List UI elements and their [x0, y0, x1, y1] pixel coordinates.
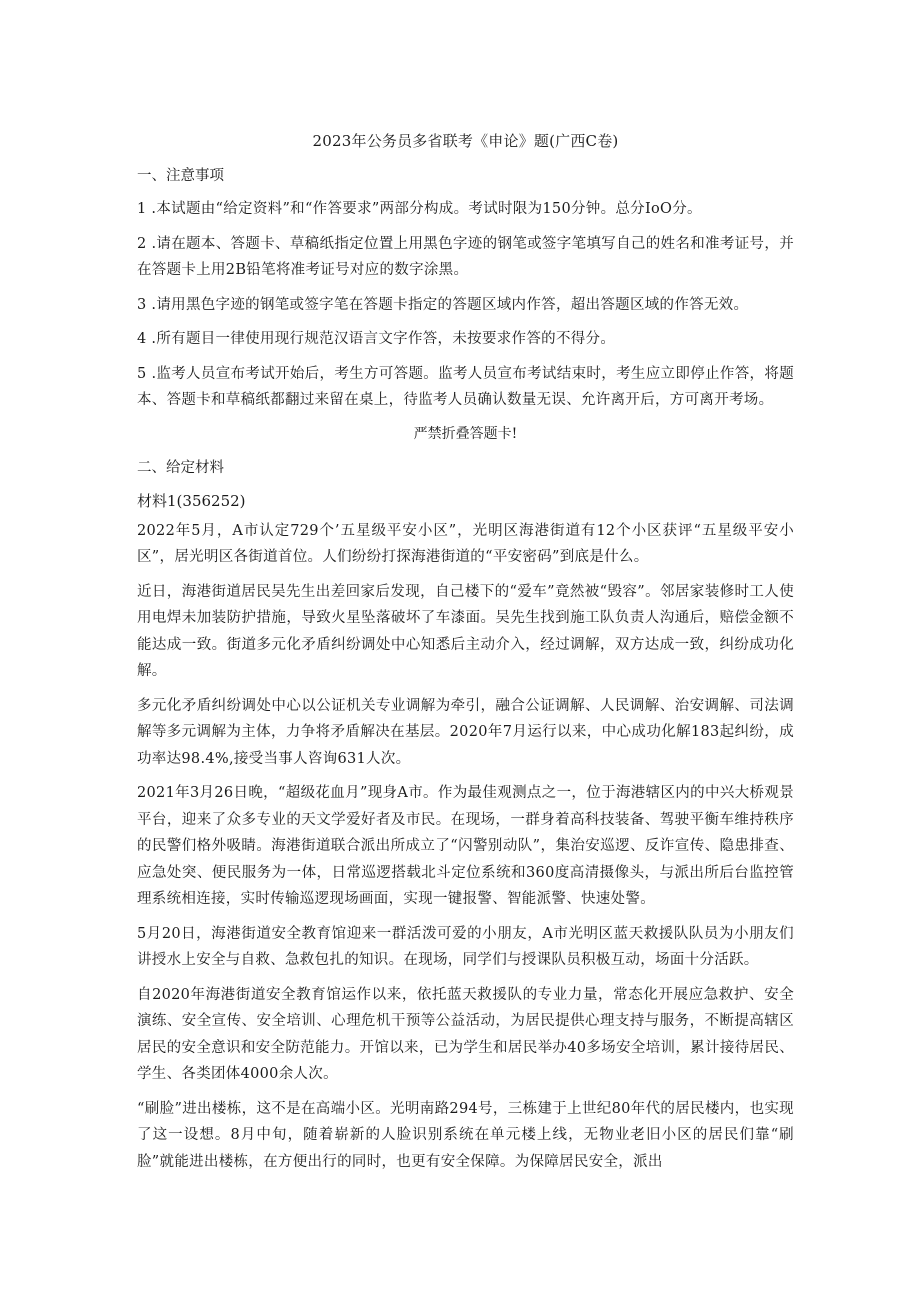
- document-page: [137, 128, 794, 1183]
- note-item: 5 .监考人员宣布考试开始后，考生方可答题。监考人员宣布考试结束时，考生应立即停止作答，将题本、答题卡和草稿纸都翻过来留在桌上，待监考人员确认数量无误、允许离开后，方可离开考场。: [137, 365, 794, 408]
- material-label: 材料1(356252): [137, 491, 246, 510]
- material-paragraph: 近日，海港街道居民吴先生出差回家后发现，自己楼下的“爱车”竟然被“毁容”。邻居家装修时工人使用电焊未加装防护措施，导致火星坠落破坏了车漆面。吴先生找到施工队负责人沟通后，赔偿金额不能达成一致。街道多元化矛盾纠纷调处中心知悉后主动介入，经过调解，双方达成一致，纠纷成功化解。: [137, 583, 794, 679]
- section-heading-materials: 二、给定材料: [137, 459, 224, 476]
- material-paragraph: 2022年5月，A市认定729个’五星级平安小区”，光明区海港街道有12个小区获评“五星级平安小区”，居光明区各街道首位。人们纷纷打探海港街道的“平安密码”到底是什么。: [137, 522, 794, 565]
- material-paragraph: 多元化矛盾纠纷调处中心以公证机关专业调解为牵引，融合公证调解、人民调解、治安调解、司法调解等多元调解为主体，力争将矛盾解决在基层。2020年7月运行以来，中心成功化解183起纠纷，成功率达98.4%,接受当事人咨询631人次。: [137, 697, 794, 767]
- material-paragraph: 自2020年海港街道安全教育馆运作以来，依托蓝天救援队的专业力量，常态化开展应急救护、安全演练、安全宣传、安全培训、心理危机干预等公益活动，为居民提供心理支持与服务，不断提高辖区居民的安全意识和安全防范能力。开馆以来，已为学生和居民举办40多场安全培训，累计接待居民、学生、各类团体4000余人次。: [137, 986, 794, 1082]
- material-paragraph: “刷脸”进出楼栋，这不是在高端小区。光明南路294号，三栋建于上世纪80年代的居民楼内，也实现了这一设想。8月中旬，随着崭新的人脸识别系统在单元楼上线，无物业老旧小区的居民们靠“刷脸”就能进出楼栋，在方便出行的同时，也更有安全保障。为保障居民安全，派出: [137, 1100, 794, 1170]
- note-item: 2 .请在题本、答题卡、草稿纸指定位置上用黑色字迹的钢笔或签字笔填写自己的姓名和准考证号，并在答题卡上用2B铅笔将准考证号对应的数字涂黑。: [137, 235, 794, 278]
- note-item: 4 .所有题目一律使用现行规范汉语言文字作答，未按要求作答的不得分。: [137, 331, 616, 347]
- note-item: 1 .本试题由“给定资料”和“作答要求”两部分构成。考试时限为150分钟。总分IoO分。: [137, 201, 702, 217]
- section-heading-notes: 一、注意事项: [137, 168, 224, 184]
- material-paragraph: 5月20日，海港街道安全教育馆迎来一群活泼可爱的小朋友，A市光明区蓝天救援队队员为小朋友们讲授水上安全与自救、急救包扎的知识。在现场，同学们与授课队员积极互动，场面十分活跃。: [137, 925, 794, 968]
- document-title: 2023年公务员多省联考《申论》题(广西C卷): [312, 132, 619, 150]
- note-item: 3 .请用黑色字迹的钢笔或签字笔在答题卡指定的答题区域内作答，超出答题区域的作答无效。: [137, 296, 749, 313]
- material-paragraph: 2021年3月26日晚，“超级花血月”现身A市。作为最佳观测点之一，位于海港辖区内的中兴大桥观景平台，迎来了众多专业的天文学爱好者及市民。在现场，一群身着高科技装备、驾驶平衡车维持秩序的民警们格外吸睛。海港街道联合派出所成立了“闪警别动队”，集治安巡逻、反诈宣传、隐患排查、应急处突、便民服务为一体，日常巡逻搭载北斗定位系统和360度高清摄像头，与派出所后台监控管理系统相连接，实时传输巡逻现场画面，实现一键报警、智能派警、快速处警。: [137, 785, 794, 907]
- warning-text: 严禁折叠答题卡!: [413, 425, 518, 442]
